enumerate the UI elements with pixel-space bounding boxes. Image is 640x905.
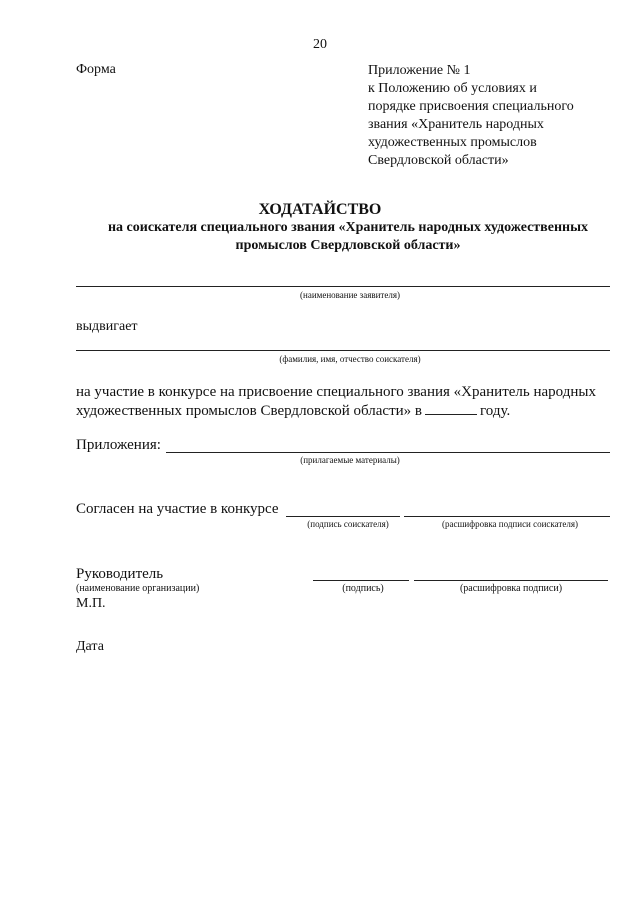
appendix-line: Приложение № 1 <box>368 63 471 78</box>
organization-hint: (наименование организации) <box>76 583 200 594</box>
applicant-field-line[interactable] <box>76 286 610 287</box>
seal-label: М.П. <box>76 596 106 611</box>
document-title: ХОДАТАЙСТВО <box>258 201 382 218</box>
signature-decoding-hint: (расшифровка подписи) <box>459 583 563 594</box>
consent-label: Согласен на участие в конкурсе <box>76 501 279 517</box>
appendix-line: к Положению об условиях и <box>368 81 537 96</box>
attachments-hint: (прилагаемые материалы) <box>300 455 400 465</box>
candidate-field-line[interactable] <box>76 350 610 351</box>
participation-text: художественных промыслов Свердловской области» в <box>76 403 422 419</box>
appendix-line: художественных промыслов <box>368 135 537 150</box>
page-number: 20 <box>313 37 327 52</box>
candidate-signature-hint: (подпись соискателя) <box>307 519 389 529</box>
subtitle-line: на соискателя специального звания «Хранитель народных художественных <box>107 220 589 235</box>
nominates-label: выдвигает <box>76 319 138 334</box>
candidate-hint: (фамилия, имя, отчество соискателя) <box>279 354 421 364</box>
date-label: Дата <box>76 639 104 654</box>
participation-line-1: на участие в конкурсе на присвоение специального звания «Хранитель народных <box>76 384 596 400</box>
appendix-block <box>368 62 574 170</box>
head-label: Руководитель <box>76 566 164 582</box>
head-signature-line[interactable] <box>313 580 409 581</box>
appendix-line: звания «Хранитель народных <box>368 117 544 132</box>
attachments-field-line[interactable] <box>166 452 610 453</box>
form-label: Форма <box>76 62 116 77</box>
participation-year-suffix: году. <box>479 403 511 419</box>
subtitle-line: промыслов Свердловской области» <box>235 238 461 253</box>
candidate-signature-line[interactable] <box>286 516 400 517</box>
head-signature-decoding-line[interactable] <box>414 580 608 581</box>
candidate-signature-decoding-line[interactable] <box>404 516 610 517</box>
year-field[interactable] <box>425 402 477 415</box>
attachments-label: Приложения: <box>76 437 161 453</box>
appendix-line: Свердловской области» <box>368 153 509 168</box>
appendix-line: порядке присвоения специального <box>368 99 574 114</box>
document-subtitle <box>70 219 626 255</box>
candidate-signature-decoding-hint: (расшифровка подписи соискателя) <box>442 519 578 529</box>
participation-line-2 <box>76 402 510 420</box>
signature-hint: (подпись) <box>342 583 384 594</box>
applicant-hint: (наименование заявителя) <box>300 290 400 300</box>
